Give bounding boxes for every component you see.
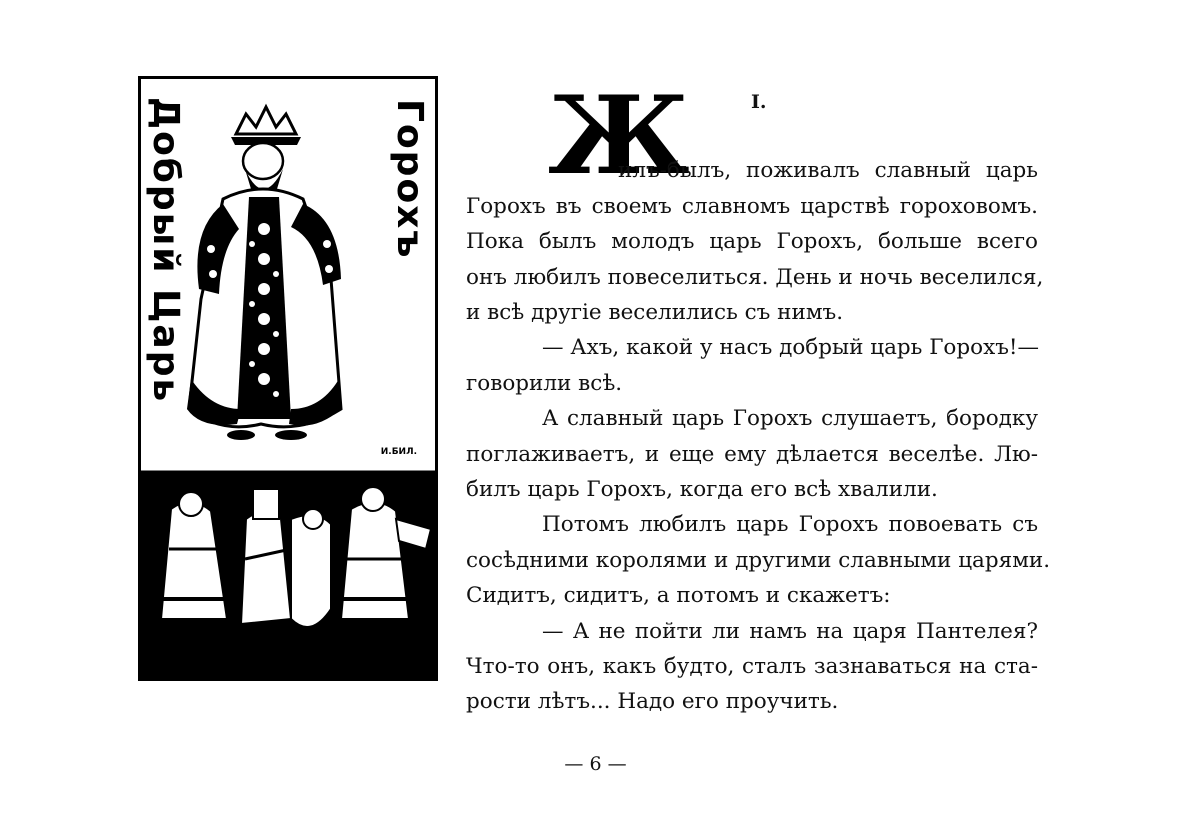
text-line: Горохъ въ своемъ славномъ царствѣ гороховомъ. bbox=[466, 194, 1038, 219]
illustration-panel bbox=[138, 76, 438, 681]
text-line: — Ахъ, какой у насъ добрый царь Горохъ!— bbox=[542, 335, 1040, 360]
text-line: сосѣдними королями и другими славными царями. bbox=[466, 548, 1051, 573]
text-line: — А не пойти ли намъ на царя Пантелея? bbox=[542, 619, 1038, 644]
page-number: — 6 — bbox=[564, 753, 627, 775]
text-line: поглаживаетъ, и еще ему дѣлается веселѣе. Лю- bbox=[466, 442, 1038, 467]
chapter-number: I. bbox=[751, 91, 767, 113]
illustrator-signature: И.БИЛ. bbox=[380, 447, 417, 457]
text-line: билъ царь Горохъ, когда его всѣ хвалили. bbox=[466, 477, 938, 502]
drop-cap: Ж bbox=[548, 73, 690, 199]
text-line: илъ-былъ, поживалъ славный царь bbox=[618, 158, 1038, 183]
text-line: Что-то онъ, какъ будто, сталъ зазнаваться на ста- bbox=[466, 654, 1038, 679]
text-line: Потомъ любилъ царь Горохъ повоевать съ bbox=[542, 512, 1038, 537]
illustration-title-left: Добрый Царь bbox=[145, 97, 186, 404]
text-line: и всѣ другіе веселились съ нимъ. bbox=[466, 300, 844, 325]
text-line: А славный царь Горохъ слушаетъ, бородку bbox=[542, 406, 1038, 431]
text-line: рости лѣтъ... Надо его проучить. bbox=[466, 689, 839, 714]
illustration-title-right: Горохъ bbox=[389, 99, 430, 260]
text-line: Сидитъ, сидитъ, а потомъ и скажетъ: bbox=[466, 583, 891, 608]
text-line: Пока былъ молодъ царь Горохъ, больше всего bbox=[466, 229, 1038, 254]
text-line: говорили всѣ. bbox=[466, 371, 623, 396]
text-line: онъ любилъ повеселиться. День и ночь веселился, bbox=[466, 265, 1044, 290]
